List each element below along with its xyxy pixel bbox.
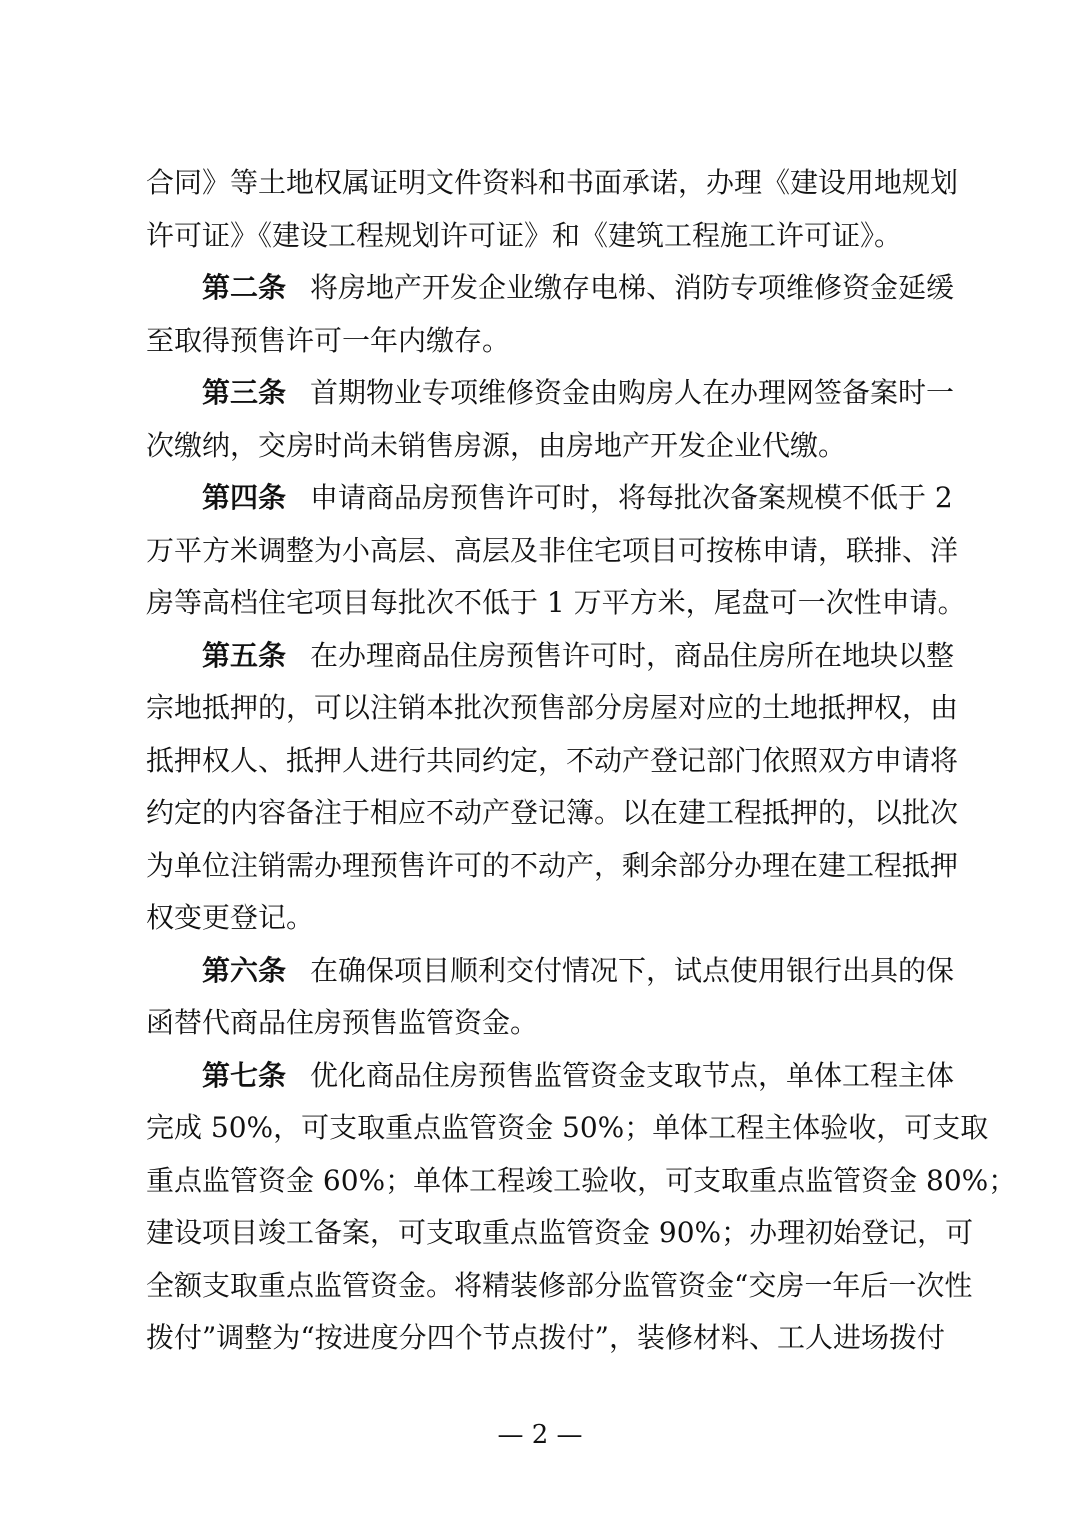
article-label: 第四条	[202, 481, 287, 514]
article-label: 第三条	[202, 376, 287, 409]
line-text: 完成 50%，可支取重点监管资金 50%；单体工程主体验收，可支取	[146, 1111, 989, 1144]
text-line	[146, 1102, 989, 1155]
line-text: 权变更登记。	[146, 901, 315, 934]
line-text: 许可证》《建设工程规划许可证》和《建筑工程施工许可证》。	[146, 218, 903, 252]
article-label: 第六条	[202, 953, 287, 987]
text-line	[146, 997, 936, 1050]
text-line	[146, 420, 936, 473]
article-label: 第二条	[202, 271, 287, 304]
text-line	[146, 315, 936, 368]
text-line	[146, 840, 959, 893]
text-line	[146, 577, 966, 630]
line-text: 房等高档住宅项目每批次不低于 1 万平方米，尾盘可一次性申请。	[146, 586, 966, 619]
text-line	[146, 1207, 974, 1260]
text-line	[146, 525, 959, 578]
line-text: 至取得预售许可一年内缴存。	[146, 323, 511, 357]
line-text: 在办理商品住房预售许可时，商品住房所在地块以整	[310, 638, 955, 672]
text-line	[146, 157, 959, 210]
line-text: 宗地抵押的，可以注销本批次预售部分房屋对应的土地抵押权，由	[146, 691, 959, 724]
line-text: 约定的内容备注于相应不动产登记簿。以在建工程抵押的，以批次	[146, 796, 959, 829]
text-line	[146, 210, 936, 263]
line-text: 拨付”调整为“按进度分四个节点拨付”，装修材料、工人进场拨付	[146, 1321, 945, 1354]
article-line	[146, 367, 955, 420]
line-text: 在确保项目顺利交付情况下，试点使用银行出具的保	[310, 953, 955, 987]
article-line	[146, 945, 955, 998]
document-body	[146, 157, 1017, 1365]
line-text: 合同》等土地权属证明文件资料和书面承诺，办理《建设用地规划	[146, 166, 959, 199]
line-text: 次缴纳，交房时尚未销售房源，由房地产开发企业代缴。	[146, 428, 847, 462]
text-line	[146, 892, 936, 945]
line-text: 为单位注销需办理预售许可的不动产，剩余部分办理在建工程抵押	[146, 848, 959, 882]
line-text: 优化商品住房预售监管资金支取节点，单体工程主体	[310, 1058, 955, 1092]
article-line	[146, 262, 955, 315]
text-line	[146, 682, 959, 735]
article-label: 第七条	[202, 1058, 287, 1092]
line-text: 首期物业专项维修资金由购房人在办理网签备案时一	[310, 376, 955, 409]
article-line	[146, 472, 953, 525]
line-text: 重点监管资金 60%；单体工程竣工验收，可支取重点监管资金 80%；	[146, 1163, 1017, 1197]
text-line	[146, 1312, 945, 1365]
page-number: — 2 —	[497, 1420, 583, 1450]
line-text: 建设项目竣工备案，可支取重点监管资金 90%；办理初始登记，可	[146, 1216, 974, 1249]
article-label: 第五条	[202, 638, 287, 672]
text-line	[146, 787, 959, 840]
article-line	[146, 1050, 955, 1103]
text-line	[146, 1155, 1017, 1208]
article-line	[146, 630, 955, 683]
line-text: 全额支取重点监管资金。将精装修部分监管资金“交房一年后一次性	[146, 1268, 973, 1302]
line-text: 申请商品房预售许可时，将每批次备案规模不低于 2	[310, 481, 953, 514]
line-text: 函替代商品住房预售监管资金。	[146, 1006, 539, 1039]
text-line	[146, 735, 959, 788]
line-text: 万平方米调整为小高层、高层及非住宅项目可按栋申请，联排、洋	[146, 533, 959, 567]
line-text: 将房地产开发企业缴存电梯、消防专项维修资金延缓	[310, 271, 955, 304]
text-line	[146, 1260, 973, 1313]
line-text: 抵押权人、抵押人进行共同约定，不动产登记部门依照双方申请将	[146, 743, 959, 777]
